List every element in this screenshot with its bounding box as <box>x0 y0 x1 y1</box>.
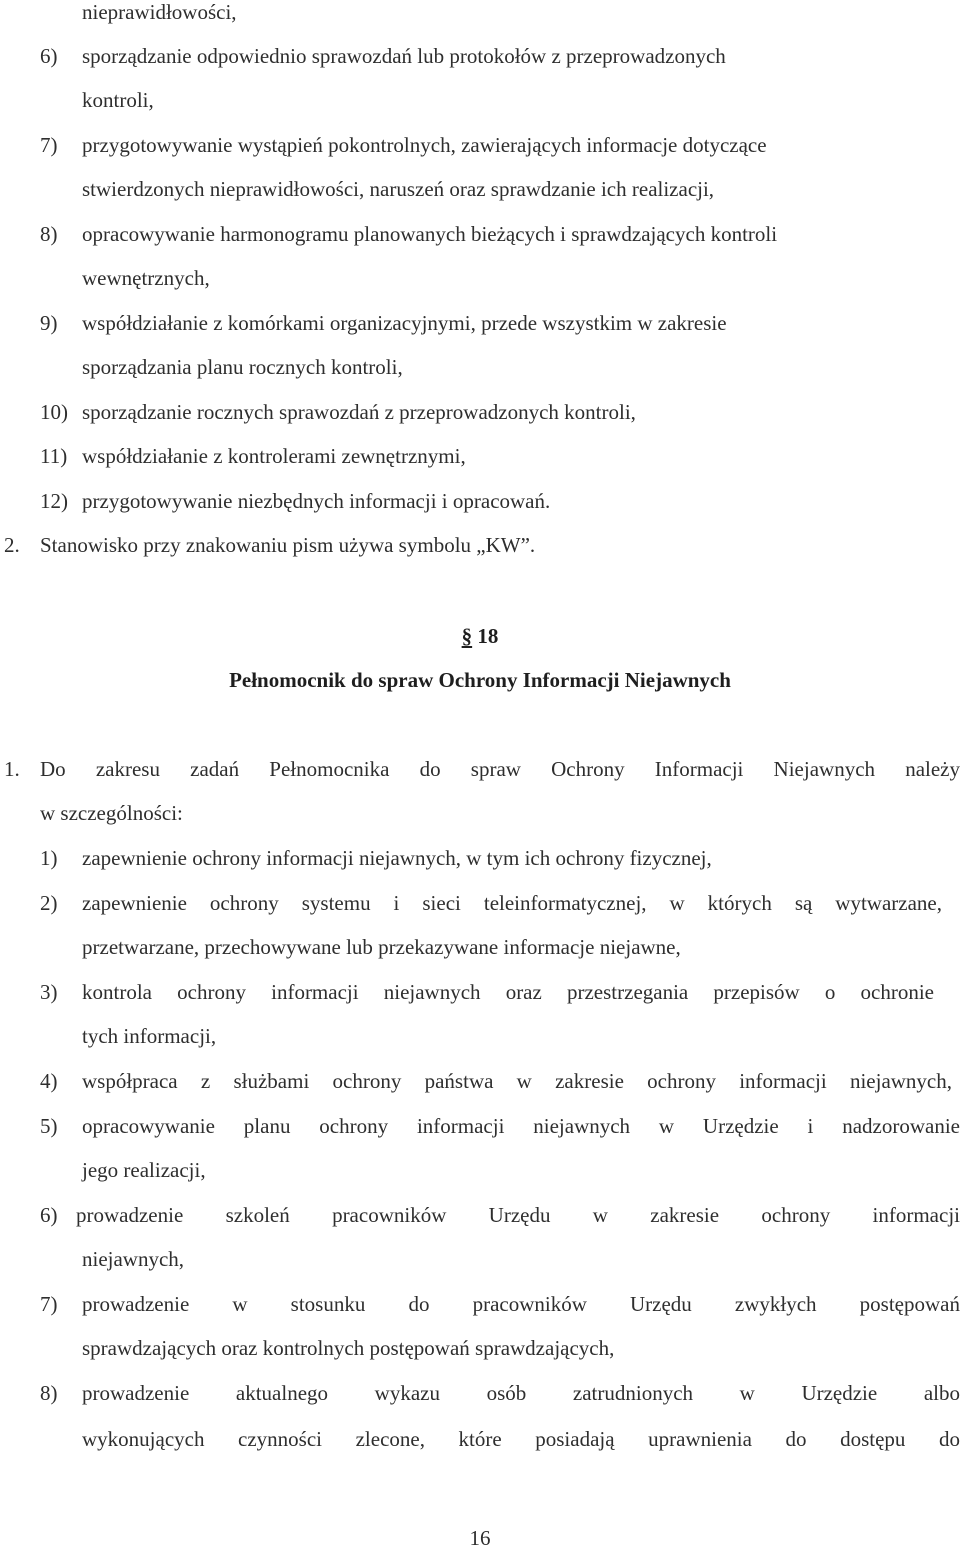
page-number: 16 <box>469 1526 491 1550</box>
list-item-text: opracowywanie harmonogramu planowanych bieżących i sprawdzających kontroli <box>82 222 778 246</box>
list-item-text: sporządzanie odpowiednio sprawozdań lub protokołów z przeprowadzonych <box>82 44 726 68</box>
list-item-number: 12) <box>40 489 68 513</box>
section-number-value: 18 <box>477 624 499 648</box>
section-number <box>0 614 960 659</box>
continuation-text: nieprawidłowości, <box>82 0 237 24</box>
list-item-number: 1) <box>40 846 58 870</box>
list-item-text: sporządzanie rocznych sprawozdań z przeprowadzonych kontroli, <box>82 400 636 424</box>
list-item-text: prowadzenie szkoleń pracowników Urzędu w zakresie ochrony informacji <box>76 1203 960 1227</box>
list-item-text: prowadzenie w stosunku do pracowników Urzędu zwykłych postępowań <box>82 1292 960 1316</box>
list-item-number: 11) <box>40 444 68 468</box>
point-text: w szczególności: <box>40 801 183 825</box>
section-title: Pełnomocnik do spraw Ochrony Informacji Niejawnych <box>229 668 731 692</box>
list-item-text: jego realizacji, <box>82 1158 206 1182</box>
list-item-text: współdziałanie z komórkami organizacyjnymi, przede wszystkim w zakresie <box>82 311 727 335</box>
list-item-text: zapewnienie ochrony informacji niejawnych, w tym ich ochrony fizycznej, <box>82 846 712 870</box>
point-number: 2. <box>4 533 20 557</box>
list-item-text: sporządzania planu rocznych kontroli, <box>82 355 403 379</box>
point-text: Do zakresu zadań Pełnomocnika do spraw Ochrony Informacji Niejawnych należy <box>40 757 960 781</box>
list-item-number: 9) <box>40 311 58 335</box>
list-item-text: współpraca z służbami ochrony państwa w zakresie ochrony informacji niejawnych, <box>82 1069 952 1093</box>
list-item-text: przygotowywanie niezbędnych informacji i opracowań. <box>82 489 551 513</box>
list-item-text: wykonujących czynności zlecone, które posiadają uprawnienia do dostępu do <box>82 1427 960 1451</box>
list-item-number: 3) <box>40 980 58 1004</box>
list-item-number: 10) <box>40 400 68 424</box>
list-item-text: opracowywanie planu ochrony informacji niejawnych w Urzędzie i nadzorowanie <box>82 1114 960 1138</box>
list-item-text: stwierdzonych nieprawidłowości, naruszeń oraz sprawdzanie ich realizacji, <box>82 177 715 201</box>
list-item-number: 8) <box>40 222 58 246</box>
list-item-number: 8) <box>40 1381 58 1405</box>
list-item-text: współdziałanie z kontrolerami zewnętrznymi, <box>82 444 466 468</box>
list-item-text: niejawnych, <box>82 1247 185 1271</box>
list-item-text: przetwarzane, przechowywane lub przekazywane informacje niejawne, <box>82 935 681 959</box>
list-item-number: 6) <box>40 1203 58 1227</box>
list-item-text: sprawdzających oraz kontrolnych postępowań sprawdzających, <box>82 1336 615 1360</box>
list-item-number: 5) <box>40 1114 58 1138</box>
list-item-text: tych informacji, <box>82 1024 217 1048</box>
list-item-text: prowadzenie aktualnego wykazu osób zatrudnionych w Urzędzie albo <box>82 1381 960 1405</box>
list-item-text: kontroli, <box>82 88 154 112</box>
list-item-number: 7) <box>40 133 58 157</box>
paragraph-sign: § <box>461 624 473 648</box>
list-item-text: przygotowywanie wystąpień pokontrolnych, zawierających informacje dotyczące <box>82 133 767 157</box>
list-item-text: wewnętrznych, <box>82 266 210 290</box>
list-item-number: 6) <box>40 44 58 68</box>
list-item-number: 2) <box>40 891 58 915</box>
list-item-text: zapewnienie ochrony systemu i sieci teleinformatycznej, w których są wytwarzane, <box>82 891 942 915</box>
list-item-text: kontrola ochrony informacji niejawnych oraz przestrzegania przepisów o ochronie <box>82 980 934 1004</box>
point-text: Stanowisko przy znakowaniu pism używa symbolu „KW”. <box>40 533 536 557</box>
point-number: 1. <box>4 757 20 781</box>
list-item-number: 4) <box>40 1069 58 1093</box>
list-item-number: 7) <box>40 1292 58 1316</box>
